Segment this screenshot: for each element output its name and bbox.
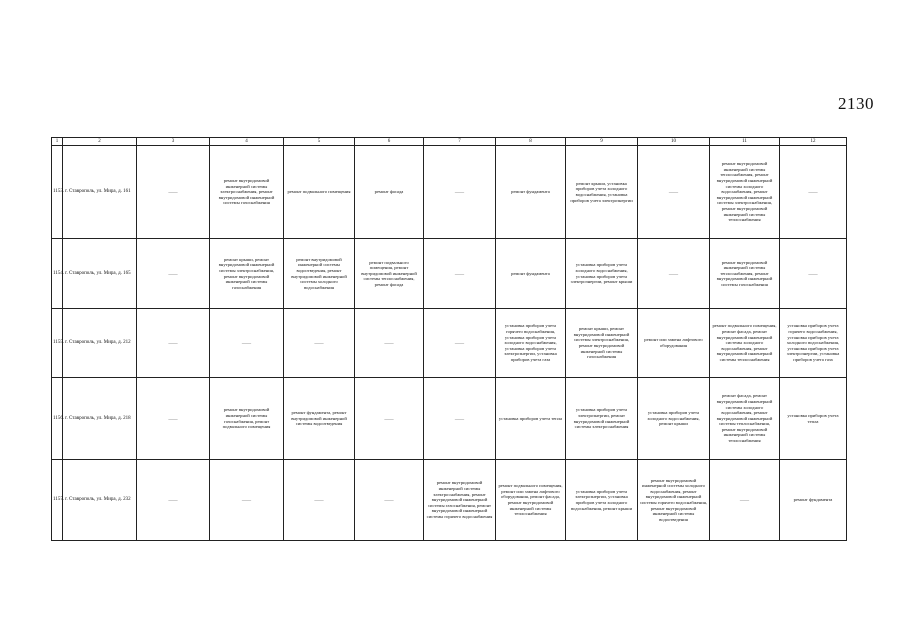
repair-schedule-table — [51, 137, 847, 541]
table-cell: установка приборов учета горячего водоснабжения, установка приборов учета холодного водоснабжения, установка приборов учета электроэнергии, установка приборов учета газа — [780, 309, 847, 378]
table-cell: —— — [137, 239, 210, 309]
column-header: 2 — [63, 138, 137, 146]
table-cell: установка приборов учета электроэнергии, ремонт внутридомовой инженерной системы электроснабжения — [566, 378, 638, 460]
column-header: 4 — [210, 138, 284, 146]
column-header: 5 — [284, 138, 355, 146]
table-cell: ремонт подвального помещения — [284, 146, 355, 239]
table-cell: —— — [424, 239, 496, 309]
table-cell: —— — [638, 146, 710, 239]
page-number: 2130 — [838, 94, 874, 113]
table-cell: —— — [780, 239, 847, 309]
table-cell: установка приборов учета электроэнергии, установка приборов учета холодного водоснабжения, ремонт крыши — [566, 460, 638, 541]
table-cell: —— — [210, 309, 284, 378]
row-number: 1154. — [52, 239, 63, 309]
table-row — [52, 239, 847, 309]
table-cell: установка приборов учета холодного водоснабжения, установка приборов учета электроэнергии, ремонт крыши — [566, 239, 638, 309]
column-header: 9 — [566, 138, 638, 146]
table-cell: ремонт или замена лифтового оборудования — [638, 309, 710, 378]
table-cell: установка приборов учета холодного водоснабжения, ремонт крыши — [638, 378, 710, 460]
table-cell: —— — [284, 460, 355, 541]
column-header: 12 — [780, 138, 847, 146]
row-number: 1156. — [52, 378, 63, 460]
column-header: 10 — [638, 138, 710, 146]
table-cell: —— — [638, 239, 710, 309]
table-cell: —— — [355, 378, 424, 460]
column-header: 3 — [137, 138, 210, 146]
row-number: 1155. — [52, 309, 63, 378]
row-number: 1157. — [52, 460, 63, 541]
table-cell: ремонт крыши, ремонт внутридомовой инженерной системы электроснабжения, ремонт внутридомовой инженерной системы газоснабжения — [566, 309, 638, 378]
table-cell: ремонт фундамента — [496, 146, 566, 239]
column-header: 11 — [710, 138, 780, 146]
table-cell: —— — [710, 460, 780, 541]
row-number: 1153. — [52, 146, 63, 239]
table-cell: ремонт внутридомовой инженерной системы теплоснабжения, ремонт внутридомовой инженерной системы газоснабжения — [710, 239, 780, 309]
table-cell: ремонт внутридомовой инженерной системы электроснабжения, ремонт внутридомовой инженерной системы газоснабжения — [210, 146, 284, 239]
table-cell: —— — [137, 309, 210, 378]
table-cell: ремонт крыши, ремонт внутридомовой инженерной системы электроснабжения, ремонт внутридомовой инженерной системы газоснабжения — [210, 239, 284, 309]
table-row — [52, 309, 847, 378]
column-header: 1 — [52, 138, 63, 146]
table-cell: установка приборов учета тепла — [780, 378, 847, 460]
column-header: 8 — [496, 138, 566, 146]
table-cell: —— — [210, 460, 284, 541]
table-row — [52, 460, 847, 541]
table-cell: —— — [355, 309, 424, 378]
table-cell: —— — [137, 460, 210, 541]
table-cell: ремонт внутридомовой инженерной системы газоснабжения, ремонт подвального помещения — [210, 378, 284, 460]
table-cell: —— — [137, 378, 210, 460]
table-cell: —— — [137, 146, 210, 239]
address-cell: г. Ставрополь, ул. Мира, д. 218 — [63, 378, 137, 460]
table-cell: ремонт подвального помещения, ремонт внутридомовой инженерной системы теплоснабжения, ремонт фасада — [355, 239, 424, 309]
table-cell: ремонт фундамента — [780, 460, 847, 541]
table-cell: —— — [424, 146, 496, 239]
address-cell: г. Ставрополь, ул. Мира, д. 232 — [63, 460, 137, 541]
table-cell: ремонт внутридомовой инженерной системы холодного водоснабжения, ремонт внутридомовой инженерной системы горячего водоснабжения, ремонт внутридомовой инженерной системы водоотведения — [638, 460, 710, 541]
table-cell: ремонт подвального помещения, ремонт фасада, ремонт внутридомовой инженерной системы холодного водоснабжения, ремонт внутридомовой инженерной системы теплоснабжения — [710, 309, 780, 378]
table-cell: ремонт фундамента, ремонт внутридомовой инженерной системы водоотведения — [284, 378, 355, 460]
table-cell: ремонт фундамента — [496, 239, 566, 309]
table-cell: —— — [424, 378, 496, 460]
column-header: 7 — [424, 138, 496, 146]
address-cell: г. Ставрополь, ул. Мира, д. 161 — [63, 146, 137, 239]
table-cell: —— — [355, 460, 424, 541]
column-header: 6 — [355, 138, 424, 146]
address-cell: г. Ставрополь, ул. Мира, д. 165 — [63, 239, 137, 309]
table-cell: ремонт фасада, ремонт внутридомовой инженерной системы холодного водоснабжения, ремонт внутридомовой инженерной системы теплоснабжения, ремонт внутридомовой инженерной системы теплоснабжения — [710, 378, 780, 460]
table-cell: —— — [284, 309, 355, 378]
table-cell: ремонт фасада — [355, 146, 424, 239]
table-cell: установка приборов учета тепла — [496, 378, 566, 460]
table-cell: ремонт внутридомовой инженерной системы теплоснабжения, ремонт внутридомовой инженерной системы холодного водоснабжения, ремонт внутридомовой инженерной системы электроснабжения, ремонт внутридомовой инженерной системы теплоснабжения — [710, 146, 780, 239]
column-number-row — [52, 138, 847, 146]
table-row — [52, 146, 847, 239]
table-cell: ремонт крыши, установка приборов учета холодного водоснабжения, установка приборов учета электроэнергии — [566, 146, 638, 239]
table-cell: установка приборов учета горячего водоснабжения, установка приборов учета холодного водоснабжения, установка приборов учета электроэнергии, установка приборов учета газа — [496, 309, 566, 378]
table-cell: —— — [424, 309, 496, 378]
table-row — [52, 378, 847, 460]
table-cell: ремонт внутридомовой инженерной системы электроснабжения, ремонт внутридомовой инженерной системы газоснабжения, ремонт внутридомовой инженерной системы горячего водоснабжения — [424, 460, 496, 541]
address-cell: г. Ставрополь, ул. Мира, д. 212 — [63, 309, 137, 378]
table-cell: —— — [780, 146, 847, 239]
table-cell: ремонт подвального помещения, ремонт или замена лифтового оборудования, ремонт фасада, ремонт внутридомовой инженерной системы теплоснабжения — [496, 460, 566, 541]
table-cell: ремонт внутридомовой инженерной системы водоотведения, ремонт внутридомовой инженерной системы холодного водоснабжения — [284, 239, 355, 309]
